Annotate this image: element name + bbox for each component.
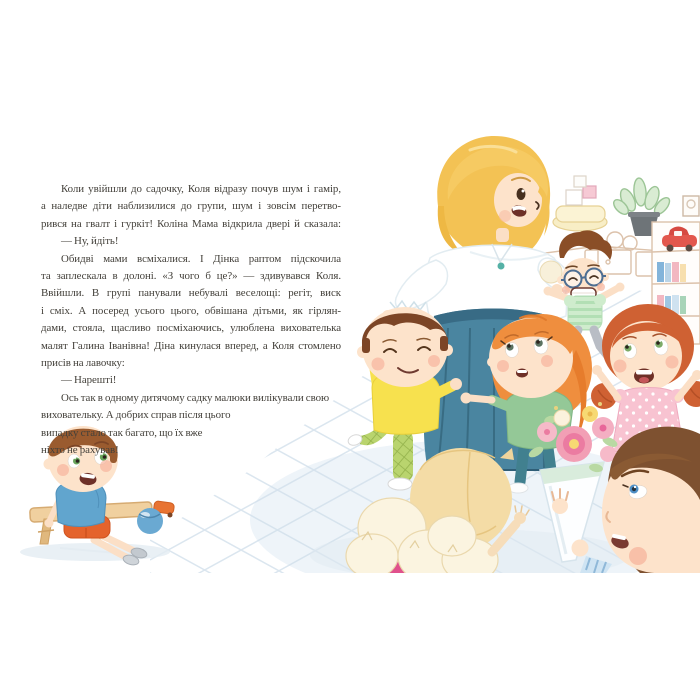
story-line: Ось так в одному дитячому садку малюки вилікували свою xyxy=(61,391,330,404)
story-line: а наледве діти наблизилися до групи, шум і зовсім перетво- xyxy=(41,200,341,213)
story-line: випадку стало так багато, що їх вже xyxy=(41,426,203,439)
story-line: Коли увійшли до садочку, Коля відразу почув шум і гамір, xyxy=(61,183,341,195)
story-line-dialogue: — Нарешті! xyxy=(61,374,117,387)
picture-frame xyxy=(683,196,699,216)
story-line-dialogue: — Ну, йдіть! xyxy=(61,235,119,248)
toy-ball xyxy=(137,508,163,534)
toy-blocks xyxy=(553,176,607,231)
story-line: ніхто не рахував! xyxy=(41,444,119,457)
story-line: виховательку. А добрих справ після цього xyxy=(41,409,231,422)
page-bottom-margin xyxy=(0,573,700,700)
story-line: малят Галина Іванівна! Діна кинулася вперед, а Коля стомлено xyxy=(41,339,341,352)
story-line: рився на гвалт і гуркіт! Коліна Мама відкрила двері й сказала: xyxy=(41,217,341,230)
story-line: присів на лавочку: xyxy=(41,357,125,370)
story-line: і сміх. А посеред усього цього, обвішана дітьми, як гірлян- xyxy=(41,304,341,317)
story-line: та заплескала в долоні. «З чого б це?» — здивувався Коля. xyxy=(41,270,341,283)
story-line: дами, стояла, щасливо посміхаючись, улюблена вихователька xyxy=(41,322,341,335)
story-text xyxy=(41,181,341,460)
story-line: Ввійшли. В групі панували небувалі веселощі: регіт, виск xyxy=(41,287,341,300)
story-line: Обидві мами всміхалися. І Дінка раптом підскочила xyxy=(61,252,341,265)
